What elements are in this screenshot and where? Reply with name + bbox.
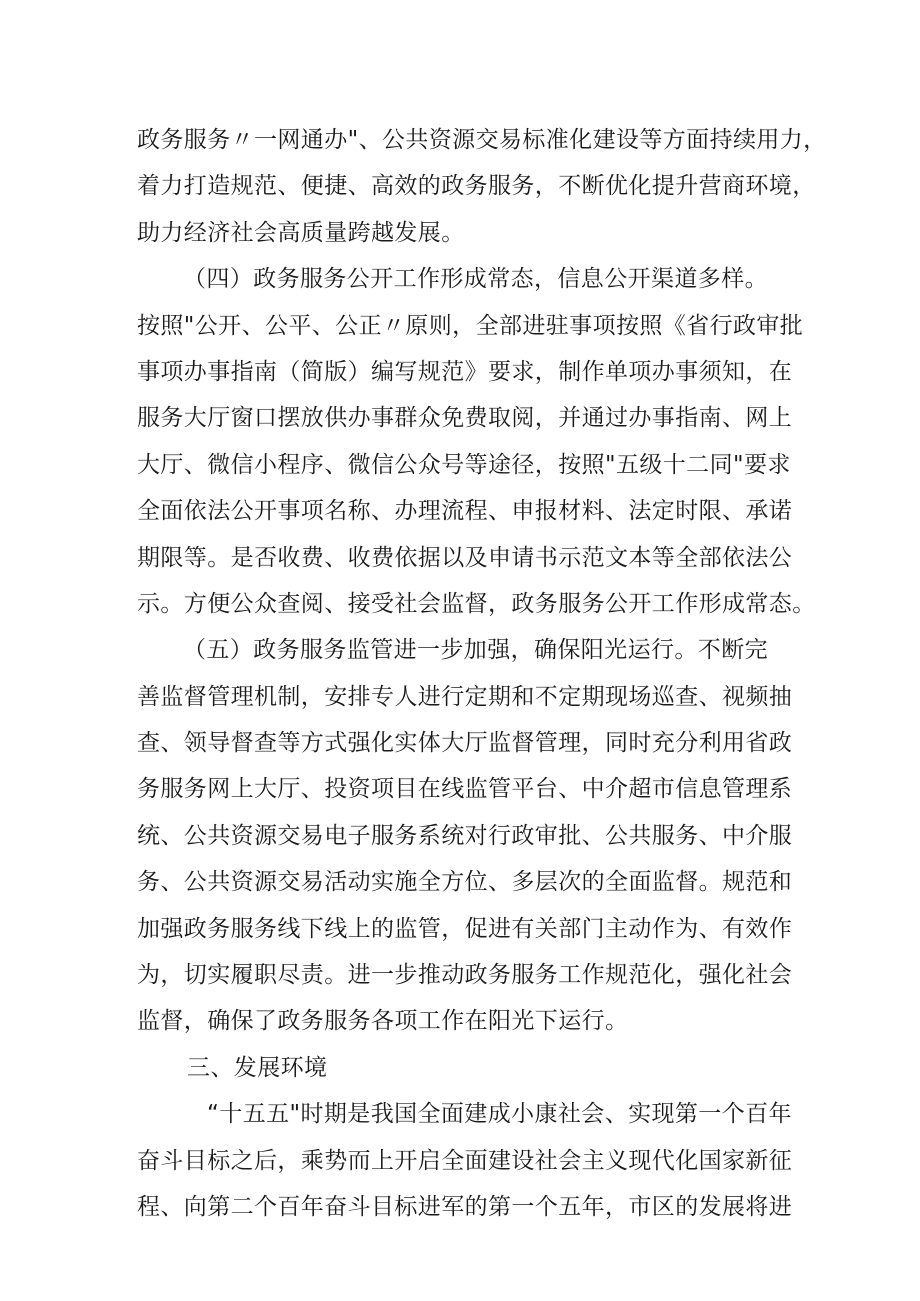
text-line: 助力经济社会高质量跨越发展。 <box>137 219 465 246</box>
text-line: 服务大厅窗口摆放供办事群众免费取阅，并通过办事指南、网上 <box>137 405 793 432</box>
text-line: 查、领导督查等方式强化实体大厅监督管理，同时充分利用省政 <box>137 730 793 757</box>
text-line: 大厅、微信小程序、微信公众号等途径，按照"五级十二同"要求 <box>137 451 791 478</box>
text-line: 统、公共资源交易电子服务系统对行政审批、公共服务、中介服 <box>137 822 793 849</box>
text-line: 监督，确保了政务服务各项工作在阳光下运行。 <box>137 1008 629 1035</box>
text-line: 着力打造规范、便捷、高效的政务服务，不断优化提升营商环境， <box>137 173 816 200</box>
text-line: 程、向第二个百年奋斗目标进军的第一个五年，市区的发展将进 <box>137 1193 793 1220</box>
text-line: 期限等。是否收费、收费依据以及申请书示范文本等全部依法公 <box>137 544 793 571</box>
section-heading-four: （四）政务服务公开工作形成常态，信息公开渠道多样。 <box>183 266 768 293</box>
text-line: “十五五"时期是我国全面建成小康社会、实现第一个百年 <box>207 1101 792 1128</box>
text-line: 按照"公开、公平、公正〃原则，全部进驻事项按照《省行政审批 <box>137 312 804 339</box>
document-body <box>137 117 827 1230</box>
section-heading-five: （五）政务服务监管进一步加强，确保阳光运行。不断完 <box>183 637 768 664</box>
chapter-heading: 三、发展环境 <box>187 1054 328 1081</box>
text-line: 善监督管理机制，安排专人进行定期和不定期现场巡查、视频抽 <box>137 683 793 710</box>
text-line: 奋斗目标之后，乘势而上开启全面建设社会主义现代化国家新征 <box>137 1147 793 1174</box>
text-line: 示。方便公众查阅、接受社会监督，政务服务公开工作形成常态。 <box>137 590 816 617</box>
text-line: 务服务网上大厅、投资项目在线监管平台、中介超市信息管理系 <box>137 776 793 803</box>
text-line: 事项办事指南（简版）编写规范》要求，制作单项办事须知，在 <box>137 358 793 385</box>
text-line: 加强政务服务线下线上的监管，促进有关部门主动作为、有效作 <box>137 915 793 942</box>
text-line: 全面依法公开事项名称、办理流程、申报材料、法定时限、承诺 <box>137 498 793 525</box>
text-line: 务、公共资源交易活动实施全方位、多层次的全面监督。规范和 <box>137 869 793 896</box>
text-line: 政务服务〃一网通办"、公共资源交易标准化建设等方面持续用力， <box>137 127 827 153</box>
text-line: 为，切实履职尽责。进一步推动政务服务工作规范化，强化社会 <box>137 962 793 989</box>
